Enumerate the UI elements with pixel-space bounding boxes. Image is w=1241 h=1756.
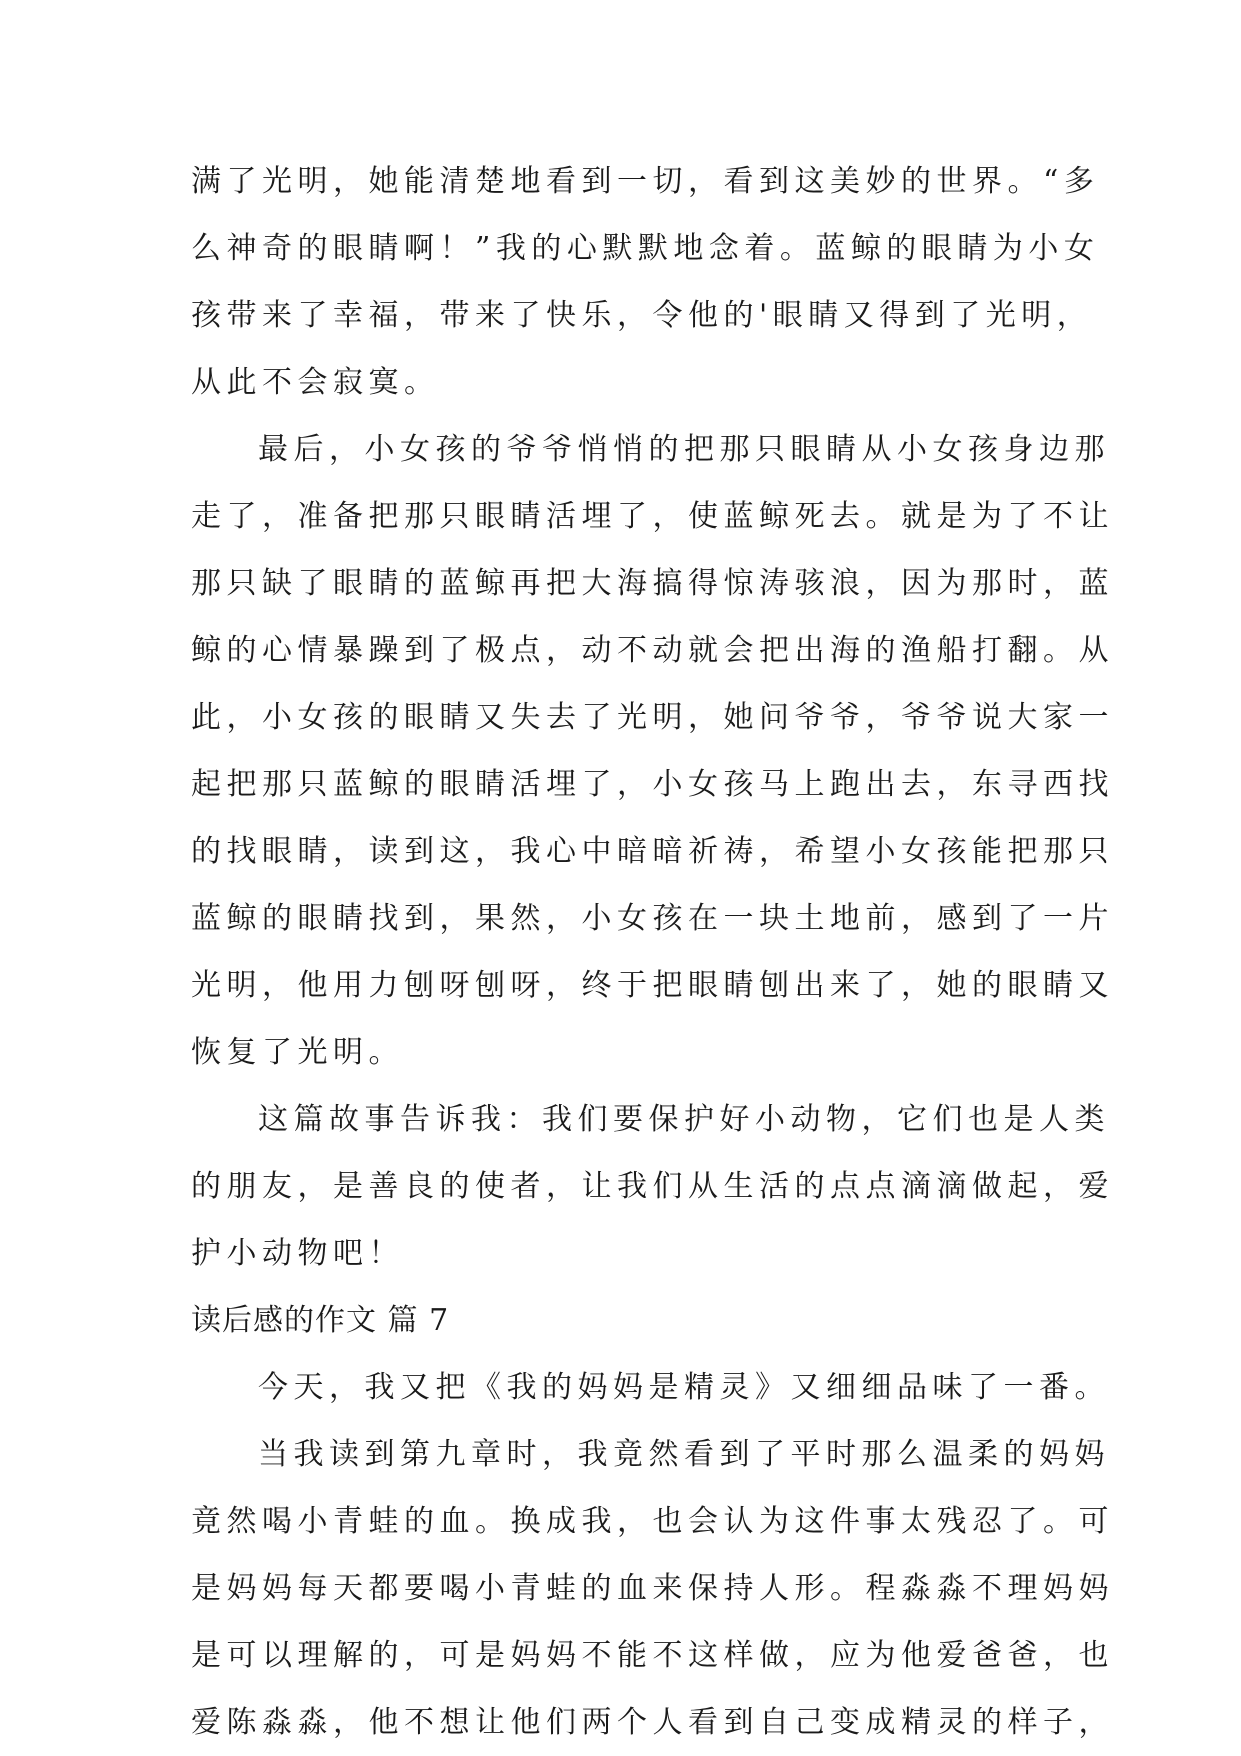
text-line: 走了，准备把那只眼睛活埋了，使蓝鲸死去。就是为了不让 (191, 499, 1114, 534)
text-line: 满了光明，她能清楚地看到一切，看到这美妙的世界。“多 (191, 164, 1100, 199)
document-page (191, 148, 1114, 1756)
paragraph-first-line: 最后，小女孩的爷爷悄悄的把那只眼睛从小女孩身边那 (258, 432, 1110, 467)
text-line: 光明，他用力刨呀刨呀，终于把眼睛刨出来了，她的眼睛又 (191, 968, 1114, 1003)
text-line: 的朋友，是善良的使者，让我们从生活的点点滴滴做起，爱 (191, 1169, 1114, 1204)
text-line: 么神奇的眼睛啊！”我的心默默地念着。蓝鲸的眼睛为小女 (191, 231, 1100, 266)
text-line: 恢复了光明。 (191, 1035, 404, 1070)
text-line: 孩带来了幸福，带来了快乐，令他的'眼睛又得到了光明， (191, 298, 1093, 333)
text-line: 那只缺了眼睛的蓝鲸再把大海搞得惊涛骇浪，因为那时，蓝 (191, 566, 1114, 601)
text-line: 的找眼睛，读到这，我心中暗暗祈祷，希望小女孩能把那只 (191, 834, 1114, 869)
text-line: 起把那只蓝鲸的眼睛活埋了，小女孩马上跑出去，东寻西找 (191, 767, 1114, 802)
text-line: 竟然喝小青蛙的血。换成我，也会认为这件事太残忍了。可 (191, 1504, 1114, 1539)
text-line: 鲸的心情暴躁到了极点，动不动就会把出海的渔船打翻。从 (191, 633, 1114, 668)
text-line: 从此不会寂寞。 (191, 365, 440, 400)
paragraph-first-line: 今天，我又把《我的妈妈是精灵》又细细品味了一番。 (258, 1370, 1110, 1405)
text-line: 是可以理解的，可是妈妈不能不这样做，应为他爱爸爸，也 (191, 1638, 1114, 1673)
section-heading: 读后感的作文 篇 7 (191, 1303, 450, 1338)
text-line: 是妈妈每天都要喝小青蛙的血来保持人形。程淼淼不理妈妈 (191, 1571, 1114, 1606)
text-line: 此，小女孩的眼睛又失去了光明，她问爷爷，爷爷说大家一 (191, 700, 1114, 735)
text-line: 蓝鲸的眼睛找到，果然，小女孩在一块土地前，感到了一片 (191, 901, 1114, 936)
text-line: 护小动物吧！ (191, 1236, 404, 1271)
text-line: 爱陈淼淼，他不想让他们两个人看到自己变成精灵的样子， (191, 1705, 1114, 1740)
paragraph-first-line: 当我读到第九章时，我竟然看到了平时那么温柔的妈妈 (258, 1437, 1110, 1472)
paragraph-first-line: 这篇故事告诉我：我们要保护好小动物，它们也是人类 (258, 1102, 1110, 1137)
